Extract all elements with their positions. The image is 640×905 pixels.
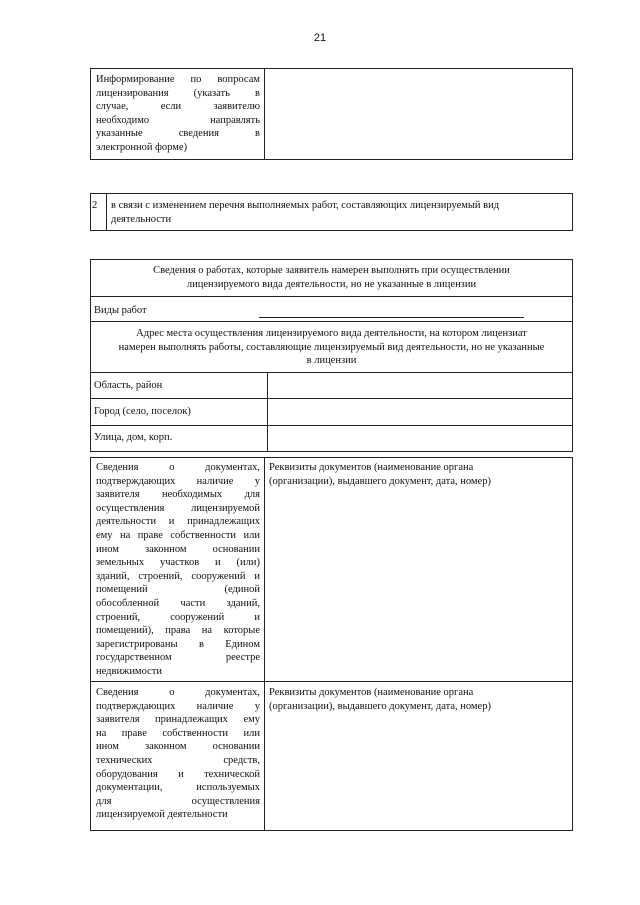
reason-number: 2 [92, 200, 98, 211]
label-line: Сведения о документах, [96, 687, 260, 698]
label-line: помещений), права на которые [96, 625, 260, 637]
info-label-line: случае, если заявителю [96, 101, 260, 113]
label-line: осуществления лицензируемой [96, 502, 260, 514]
info-value-field[interactable] [270, 73, 568, 155]
works-label: Виды работ [94, 305, 147, 316]
address-header-line: намерен выполнять работы, составляющие лицензируемый вид деятельности, но не указанные [118, 341, 545, 353]
label-line: оборудования и технической [96, 768, 260, 780]
label-line: ему на праве собственности или [96, 529, 260, 541]
label-line: ином законном основании [96, 741, 260, 753]
works-header-line: Сведения о работах, которые заявитель намерен выполнять при осуществлении [153, 265, 510, 276]
label-line: зданий, строений, сооружений и [96, 570, 260, 582]
equipment-docs-label [96, 686, 260, 822]
label-line: ином законном основании [96, 543, 260, 555]
label-line: заявителя принадлежащих ему [96, 714, 260, 726]
label-line: лицензируемой деятельности [96, 809, 228, 821]
address-label-street: Улица, дом, корп. [94, 432, 173, 443]
info-table-divider [264, 68, 265, 160]
works-header [92, 264, 571, 291]
row-divider [90, 425, 573, 426]
value-line: Реквизиты документов (наименование органа [269, 462, 474, 473]
address-input-region[interactable] [272, 376, 568, 396]
label-line: земельных участков и (или) [96, 557, 260, 569]
label-line: обособленной части зданий, [96, 597, 260, 609]
address-column-divider [267, 372, 268, 452]
label-line: на праве собственности или [96, 727, 260, 739]
value-line: (организации), выдавшего документ, дата, номер) [269, 475, 491, 487]
info-label-line: необходимо направлять [96, 114, 260, 126]
row-divider [90, 296, 573, 297]
info-label-line: указанные сведения в [96, 128, 260, 140]
address-label-city: Город (село, поселок) [94, 406, 191, 417]
address-label-region: Область, район [94, 380, 163, 391]
info-label-line: Информирование по вопросам [96, 74, 260, 85]
row-divider [90, 321, 573, 322]
property-docs-value[interactable] [269, 461, 569, 488]
address-input-city[interactable] [272, 402, 568, 422]
row-divider [90, 681, 573, 682]
label-line: Сведения о документах, [96, 462, 260, 473]
works-header-line: лицензируемого вида деятельности, но не указанные в лицензии [186, 278, 477, 290]
label-line: подтверждающих наличие у [96, 475, 260, 487]
label-line: помещений (единой [96, 584, 260, 596]
value-line: Реквизиты документов (наименование органа [269, 687, 474, 698]
row-divider [90, 372, 573, 373]
label-line: строений, сооружений и [96, 611, 260, 623]
address-header-line: в лицензии [306, 355, 357, 367]
reason-table-divider [106, 193, 107, 231]
address-input-street[interactable] [272, 428, 568, 448]
info-label [96, 73, 260, 155]
row-divider [90, 398, 573, 399]
label-line: для осуществления [96, 795, 260, 807]
label-line: государственном реестре [96, 652, 260, 664]
info-label-line: электронной форме) [96, 141, 188, 153]
works-input-line[interactable] [259, 304, 524, 318]
label-line: заявителя необходимых для [96, 489, 260, 501]
documents-column-divider [264, 457, 265, 831]
label-line: деятельности и принадлежащих [96, 516, 260, 528]
info-label-line: лицензирования (указать в [96, 87, 260, 99]
label-line: зарегистрированы в Едином [96, 638, 260, 650]
reason-text-line: деятельности [111, 213, 172, 225]
equipment-docs-value[interactable] [269, 686, 569, 713]
value-line: (организации), выдавшего документ, дата, номер) [269, 700, 491, 712]
label-line: подтверждающих наличие у [96, 700, 260, 712]
page-number: 21 [313, 32, 327, 44]
label-line: документации, используемых [96, 782, 260, 794]
reason-text-line: в связи с изменением перечня выполняемых работ, составляющих лицензируемый вид [111, 200, 500, 211]
address-header-line: Адрес места осуществления лицензируемого вида деятельности, на котором лицензиат [136, 328, 527, 339]
address-header [92, 327, 571, 368]
label-line: недвижимости [96, 665, 162, 677]
property-docs-label [96, 461, 260, 679]
reason-text [111, 199, 571, 226]
label-line: технических средств, [96, 754, 260, 766]
